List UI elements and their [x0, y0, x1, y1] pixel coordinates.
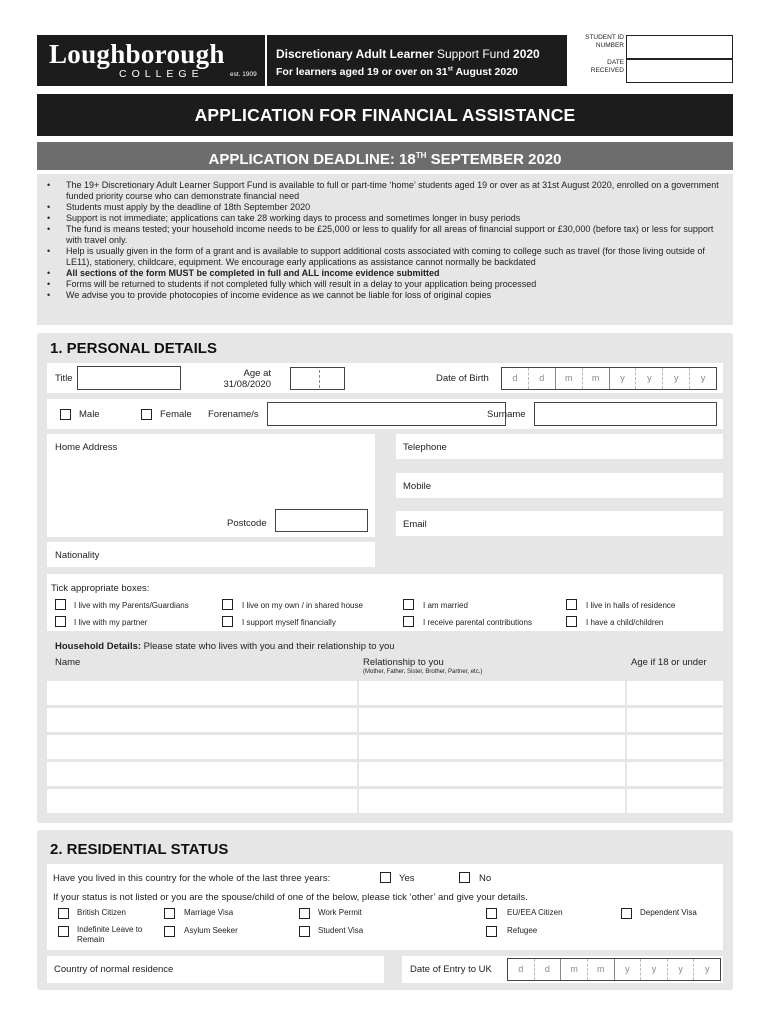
entry-date-field[interactable]: [507, 958, 721, 981]
page-title: [37, 94, 733, 136]
entry-digit: m: [561, 959, 588, 980]
date-received-label: DATE RECEIVED: [590, 59, 624, 74]
household-relationship-cell[interactable]: [359, 789, 625, 813]
bullet-item: • Support is not immediate; applications can take 28 working days to process and sometimes longer in busy periods: [47, 213, 521, 223]
eligibility-prefix: For learners aged 19 or over on 31: [276, 66, 448, 78]
tick-label-parental: I receive parental contributions: [423, 618, 532, 627]
refugee-checkbox[interactable]: [486, 926, 497, 937]
option-work-permit: Work Permit: [318, 908, 362, 917]
dob-digit: m: [583, 368, 610, 389]
dob-digit: y: [700, 373, 706, 383]
bullet-item: • The fund is means tested; your household income needs to be £25,000 or less to qualify for all areas of financial support or £30,000 (before tax) or less for support with travel only.: [47, 224, 714, 245]
postcode-label: Postcode: [227, 518, 267, 529]
fund-banner: [267, 35, 567, 86]
col-name: Name: [55, 657, 81, 668]
deadline-sup: TH: [415, 151, 427, 160]
title-label: Title: [55, 373, 73, 384]
option-indefinite-leave: Indefinite Leave to Remain: [77, 925, 143, 944]
telephone-label: Telephone: [403, 442, 447, 453]
student-visa-checkbox[interactable]: [299, 926, 310, 937]
male-checkbox[interactable]: [60, 409, 71, 420]
parental-contributions-checkbox[interactable]: [403, 616, 414, 627]
own-checkbox[interactable]: [222, 599, 233, 610]
digit-divider: [319, 370, 320, 388]
no-label: No: [479, 873, 492, 884]
dob-digit: m: [556, 368, 583, 389]
household-name-cell[interactable]: [47, 708, 357, 732]
household-name-cell[interactable]: [47, 681, 357, 705]
yes-checkbox[interactable]: [380, 872, 391, 883]
bullet-text: Students must apply by the deadline of 18th September 2020: [66, 202, 311, 212]
mobile-field[interactable]: [396, 473, 723, 498]
section-heading: 2. RESIDENTIAL STATUS: [50, 841, 229, 858]
deadline-prefix: APPLICATION DEADLINE: 18: [208, 151, 416, 168]
household-age-cell[interactable]: [627, 762, 723, 786]
children-checkbox[interactable]: [566, 616, 577, 627]
bullet-item: • Forms will be returned to students if not completed fully which will result in a delay to your application being processed: [47, 279, 537, 289]
dob-field[interactable]: [501, 367, 717, 390]
tick-label-married: I am married: [423, 601, 468, 610]
tick-label-own: I live on my own / in shared house: [242, 601, 363, 610]
option-marriage-visa: Marriage Visa: [184, 908, 234, 917]
tick-label-self-support: I support myself financially: [242, 618, 336, 627]
option-asylum-seeker: Asylum Seeker: [184, 926, 238, 935]
bullet-item: • The 19+ Discretionary Adult Learner Support Fund is available to full or part-time ‘home’ students aged 19 or over as at 31st August 2020, enrolled on a government funded priority course who can demonstrate financial need: [47, 180, 719, 201]
info-panel: [37, 174, 733, 325]
self-support-checkbox[interactable]: [222, 616, 233, 627]
logo-main: Loughborough: [49, 39, 225, 69]
surname-label: Surname: [487, 409, 526, 420]
fund-title-light: Support Fund: [436, 47, 510, 61]
entry-digit: y: [668, 959, 695, 980]
title-field[interactable]: [77, 366, 181, 390]
eligibility: [276, 66, 518, 78]
bullet-item: • Students must apply by the deadline of 18th September 2020: [47, 202, 311, 212]
forenames-field[interactable]: [267, 402, 506, 426]
dependent-visa-checkbox[interactable]: [621, 908, 632, 919]
info-bullets: [47, 180, 719, 301]
bullet-text: The 19+ Discretionary Adult Learner Support Fund is available to full or part-time ‘home’ students aged 19 or over as at 31st August 2020, enrolled on a government funded priority course who can demonstrate financial need: [66, 180, 719, 201]
entry-digit: m: [588, 959, 615, 980]
logo-block: [37, 35, 265, 86]
fund-title-bold: Discretionary Adult Learner: [276, 47, 434, 61]
bullet-text: Forms will be returned to students if not completed fully which will result in a delay to your application being processed: [66, 279, 537, 289]
entry-digit: y: [615, 959, 642, 980]
indefinite-leave-checkbox[interactable]: [58, 926, 69, 937]
household-bold: Household Details:: [55, 641, 142, 652]
household-age-cell[interactable]: [627, 789, 723, 813]
logo-sub: COLLEGE: [119, 68, 204, 80]
fund-title: [276, 47, 540, 61]
personal-details-section: [37, 333, 733, 823]
entry-label: Date of Entry to UK: [410, 964, 492, 975]
tick-label-children: I have a child/children: [586, 618, 664, 627]
age-label: [207, 368, 271, 390]
fund-year: 2020: [513, 47, 540, 61]
eligibility-sup: st: [447, 66, 453, 73]
household-age-cell[interactable]: [627, 681, 723, 705]
dob-digit: y: [663, 368, 690, 389]
entry-digit: y: [641, 959, 668, 980]
tick-label: Tick appropriate boxes:: [51, 583, 150, 594]
student-id-field[interactable]: [626, 35, 733, 59]
residence-instruction: If your status is not listed or you are the spouse/child of one of the below, please tick ‘other’ and give your details.: [53, 892, 528, 903]
col-relationship: Relationship to you: [363, 657, 444, 668]
entry-digit: d: [535, 959, 562, 980]
age-label-line2: 31/08/2020: [223, 379, 271, 390]
dob-digit: d: [502, 368, 529, 389]
tick-label-partner: I live with my partner: [74, 618, 148, 627]
partner-checkbox[interactable]: [55, 616, 66, 627]
col-relationship-hint: (Mother, Father, Sister, Brother, Partner, etc.): [363, 669, 483, 675]
tick-label-parents: I live with my Parents/Guardians: [74, 601, 189, 610]
bullet-item: • Help is usually given in the form of a grant and is available to support additional costs associated with coming to college such as travel (for those living outside of LE11), stationery, childcare, equipment. We encourage early applications as assistance cannot normally be backdated: [47, 246, 705, 267]
entry-digit: d: [508, 959, 535, 980]
logo-est: est. 1909: [230, 71, 257, 78]
deadline-suffix: SEPTEMBER 2020: [426, 151, 562, 168]
residential-status-section: [37, 830, 733, 990]
col-age: Age if 18 or under: [631, 657, 707, 668]
household-name-cell[interactable]: [47, 735, 357, 759]
asylum-seeker-checkbox[interactable]: [164, 926, 175, 937]
household-relationship-cell[interactable]: [359, 735, 625, 759]
entry-digit: y: [704, 964, 710, 974]
tick-label-halls: I live in halls of residence: [586, 601, 676, 610]
household-age-cell[interactable]: [627, 735, 723, 759]
email-field[interactable]: [396, 511, 723, 536]
dob-label: Date of Birth: [436, 373, 489, 384]
dob-digit: d: [529, 368, 556, 389]
student-id-label: STUDENT ID NUMBER: [585, 34, 624, 49]
halls-checkbox[interactable]: [566, 599, 577, 610]
household-age-cell[interactable]: [627, 708, 723, 732]
deadline-banner: [37, 142, 733, 170]
section-heading: 1. PERSONAL DETAILS: [50, 340, 217, 357]
household-heading: [55, 641, 395, 652]
eligibility-suffix: August 2020: [455, 66, 518, 78]
bullet-text: We advise you to provide photocopies of income evidence as we cannot be liable for loss of original copies: [66, 290, 492, 300]
parents-checkbox[interactable]: [55, 599, 66, 610]
nationality-label: Nationality: [55, 550, 100, 561]
work-permit-checkbox[interactable]: [299, 908, 310, 919]
female-checkbox[interactable]: [141, 409, 152, 420]
option-british-citizen: British Citizen: [77, 908, 126, 917]
bullet-text: Help is usually given in the form of a grant and is available to support additional costs associated with coming to college such as travel (for those living outside of LE11), stationery, childcare, equipment. We encourage early applications as assistance cannot normally be backdated: [66, 246, 705, 267]
dob-digit: y: [610, 368, 637, 389]
household-relationship-cell[interactable]: [359, 708, 625, 732]
age-label-line1: Age at: [243, 368, 271, 379]
option-eu-eea: EU/EEA Citizen: [507, 908, 563, 917]
mobile-label: Mobile: [403, 481, 431, 492]
household-text: Please state who lives with you and their relationship to you: [141, 641, 395, 652]
forenames-label: Forename/s: [208, 409, 259, 420]
postcode-field[interactable]: [275, 509, 368, 532]
household-name-cell[interactable]: [47, 762, 357, 786]
email-label: Email: [403, 519, 427, 530]
household-relationship-cell[interactable]: [359, 681, 625, 705]
surname-field[interactable]: [534, 402, 717, 426]
bullet-item: • We advise you to provide photocopies of income evidence as we cannot be liable for loss of original copies: [47, 290, 492, 300]
marriage-visa-checkbox[interactable]: [164, 908, 175, 919]
male-label: Male: [79, 409, 100, 420]
option-student-visa: Student Visa: [318, 926, 364, 935]
option-refugee: Refugee: [507, 926, 538, 935]
eu-eea-checkbox[interactable]: [486, 908, 497, 919]
bullet-item: • All sections of the form MUST be completed in full and ALL income evidence submitted: [47, 268, 440, 278]
date-received-field[interactable]: [626, 59, 733, 83]
yes-label: Yes: [399, 873, 415, 884]
option-dependent-visa: Dependent Visa: [640, 908, 697, 917]
household-relationship-cell[interactable]: [359, 762, 625, 786]
country-label: Country of normal residence: [54, 964, 174, 975]
dob-digit: y: [636, 368, 663, 389]
bullet-text: The fund is means tested; your household income needs to be £25,000 or less to qualify for all areas of financial support or £30,000 (before tax) or less for support with travel only.: [66, 224, 714, 245]
bullet-text: All sections of the form MUST be completed in full and ALL income evidence submitted: [66, 268, 440, 278]
household-name-cell[interactable]: [47, 789, 357, 813]
residence-question: Have you lived in this country for the whole of the last three years:: [53, 873, 331, 884]
bullet-text: Support is not immediate; applications can take 28 working days to process and sometimes longer in busy periods: [66, 213, 521, 223]
married-checkbox[interactable]: [403, 599, 414, 610]
no-checkbox[interactable]: [459, 872, 470, 883]
page-title-text: APPLICATION FOR FINANCIAL ASSISTANCE: [194, 105, 576, 125]
female-label: Female: [160, 409, 192, 420]
home-address-label: Home Address: [55, 442, 118, 453]
age-field[interactable]: [290, 367, 345, 390]
british-citizen-checkbox[interactable]: [58, 908, 69, 919]
